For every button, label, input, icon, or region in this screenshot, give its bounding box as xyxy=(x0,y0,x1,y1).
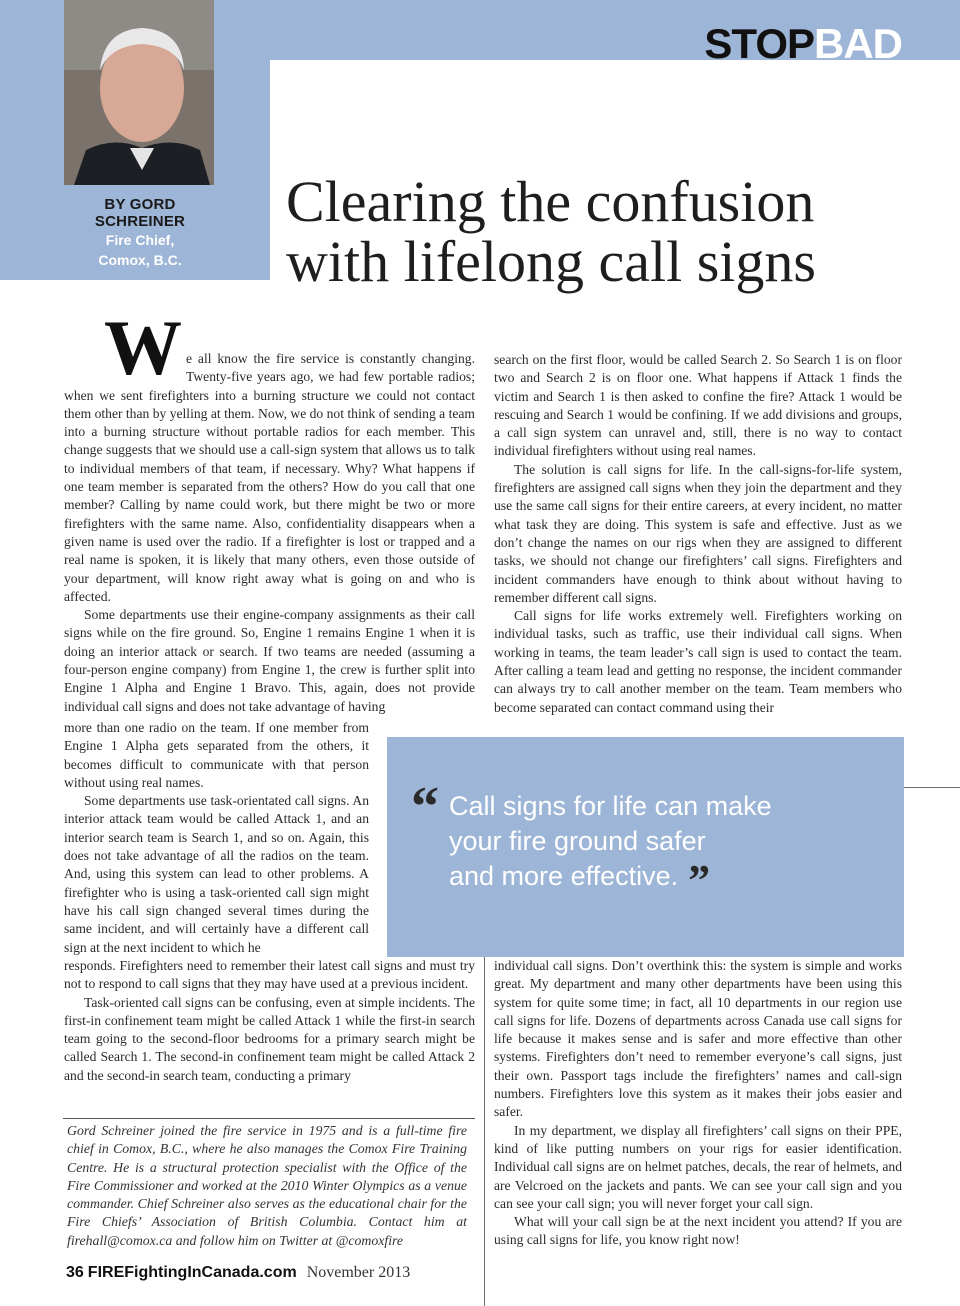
article-headline xyxy=(286,169,816,294)
pull-quote-line-1: Call signs for life can make xyxy=(449,791,772,821)
paragraph: e all know the fire service is constantly changing. Twenty-five years ago, we had few portable radios; when we sent firefighters into a burning structure we could not contact them other than by yelling at them. Now, we do not think of sending a team into a burning structure without portable radios for each member. This change suggests that we should use a call-sign system that allows us to talk to individual members of that team, if necessary. Why? What happens if one team member is separated from the others? How do you call that one member? Calling by name could work, but there might be two or more firefighters with the same name. Also, confidentiality disappears when a given name is used over the radio. If a firefighter is lost or trapped and a real name is spoken, it is likely that many others, even those outside of your department, will know right away what is going on and who is affected. xyxy=(64,351,475,604)
headline-line-2: with lifelong call signs xyxy=(286,229,816,294)
page-footer xyxy=(66,1264,410,1282)
paragraph: more than one radio on the team. If one member from Engine 1 Alpha gets separated from the others, it becomes difficult to communicate with that person without using real names. xyxy=(64,720,369,790)
paragraph: Some departments use task-orientated call signs. An interior attack team would be called Attack 1, and an interior search team is Search 1, and so on. Again, this does not take advantage of all the radios on the team. And, using this system can lead to other problems. A firefighter who is using a task-oriented call sign might have his call sign changed several times during the same incident, and will certainly have a different call sign at the next incident to which he xyxy=(64,793,369,955)
headline-line-1: Clearing the confusion xyxy=(286,169,815,234)
paragraph: Task-oriented call signs can be confusing, even at simple incidents. The first-in confinement team might be called Attack 1 while the first-in search team going to the second-floor bedrooms for a primary search might be called Search 1. The second-in confinement team might be called Attack 2 and the second-in search team, conducting a primary xyxy=(64,994,475,1083)
paragraph: In my department, we display all firefighters’ call signs on their PPE, kind of like putting numbers on your rigs for easier identification. Individual call signs are on helmet patches, decals, the rear of helmets, and are Velcroed on the jackets and pants. We can see your call sign and you can see your call sign; you will never forget your call sign. xyxy=(494,1122,902,1211)
logo-stop: STOP xyxy=(704,20,814,67)
author-location: Comox, B.C. xyxy=(98,252,182,268)
logo-bad: BAD xyxy=(814,20,902,67)
paragraph: responds. Firefighters need to remember their latest call signs and must try not to respond to call signs that they may have used at a previous incident. xyxy=(64,958,475,992)
paragraph: What will your call sign be at the next incident you attend? If you are using call signs for life, you know right now! xyxy=(494,1214,902,1248)
pull-quote-text xyxy=(449,789,772,905)
pull-quote xyxy=(387,737,904,957)
author-byline xyxy=(60,196,220,270)
left-column-top xyxy=(64,304,475,716)
paragraph: individual call signs. Don’t overthink this: the system is simple and works great. My department and many other departments have been using this system for quite some time; in fact, all 10 departments in our region use call signs for life. Dozens of departments across Canada use call signs for life because it makes sense and is safer and more effective than other systems. Firefighters don’t need to remember everyone’s call signs, just their own. Passport tags include the firefighters’ names and call-sign numbers. Firefighters love this system as it makes their jobs easier and safer. xyxy=(494,958,902,1120)
pull-quote-line-2: your fire ground safer xyxy=(449,826,706,856)
stop-bad-logo xyxy=(704,22,902,66)
author-photo xyxy=(64,0,214,185)
author-bio: Gord Schreiner joined the fire service in 1975 and is a full-time fire chief in Comox, B.C., where he also manages the Comox Fire Training Centre. He is a structural protection specialist with the Office of the Fire Commissioner and worked at the 2010 Winter Olympics as a venue commander. Chief Schreiner also serves as the educational chair for the Fire Chiefs’ Association of British Columbia. Contact him at firehall@comox.ca and follow him on Twitter at @comoxfire xyxy=(67,1123,467,1248)
drop-cap: W xyxy=(104,304,182,391)
website-link[interactable]: FIREFightingInCanada.com xyxy=(87,1264,297,1281)
bio-divider xyxy=(63,1118,475,1119)
right-column-bottom xyxy=(494,957,902,1250)
left-column-bottom xyxy=(64,957,475,1085)
author-title: Fire Chief, xyxy=(105,232,175,248)
open-quote-mark: “ xyxy=(411,776,439,838)
author-name: BY GORD SCHREINER xyxy=(94,196,186,230)
divider-line xyxy=(904,787,960,788)
close-quote-mark: ” xyxy=(688,856,711,905)
pull-quote-line-3: and more effective. xyxy=(449,861,679,891)
issue-date: November 2013 xyxy=(306,1264,411,1281)
column-divider xyxy=(484,957,485,1306)
page-number: 36 xyxy=(66,1264,84,1281)
left-column-narrow xyxy=(64,719,369,957)
right-column-top xyxy=(494,351,902,717)
paragraph: search on the first floor, would be called Search 2. So Search 1 is on floor two and Search 2 is on floor one. What happens if Attack 1 finds the victim and Search 1 is then asked to confine the fire? Attack 1 would be rescuing and Search 1 would be confining. If we add divisions and groups, a call sign system can unravel and, still, there is no way to contact individual firefighters without using real names. xyxy=(494,352,902,459)
paragraph: Call signs for life works extremely well. Firefighters working on individual tasks, such as traffic, use their individual call signs. When working in teams, the team leader’s call sign is used to contact the team. After calling a team lead and getting no response, the incident commander can always try to call another member on the team. Team members who become separated can contact command using their xyxy=(494,608,902,715)
paragraph: The solution is call signs for life. In the call-signs-for-life system, firefighters are assigned call signs when they join the department and they use the same call signs for their entire careers, at every incident, no matter what task they are doing. This system is safe and effective. Just as we don’t change the names on our rigs when they are assigned to different tasks, we should not change our firefighters’ call signs. Firefighters and incident commanders have enough to think about without having to remember different call signs. xyxy=(494,461,902,605)
paragraph: Some departments use their engine-company assignments as their call signs while on the fire ground. So, Engine 1 remains Engine 1 when it is doing an interior attack or search. If two teams are needed (assuming a four-person engine company) from Engine 1, the crew is further split into Engine 1 Alpha and Engine 1 Bravo. This, again, does not provide individual call signs and does not take advantage of having xyxy=(64,607,475,714)
